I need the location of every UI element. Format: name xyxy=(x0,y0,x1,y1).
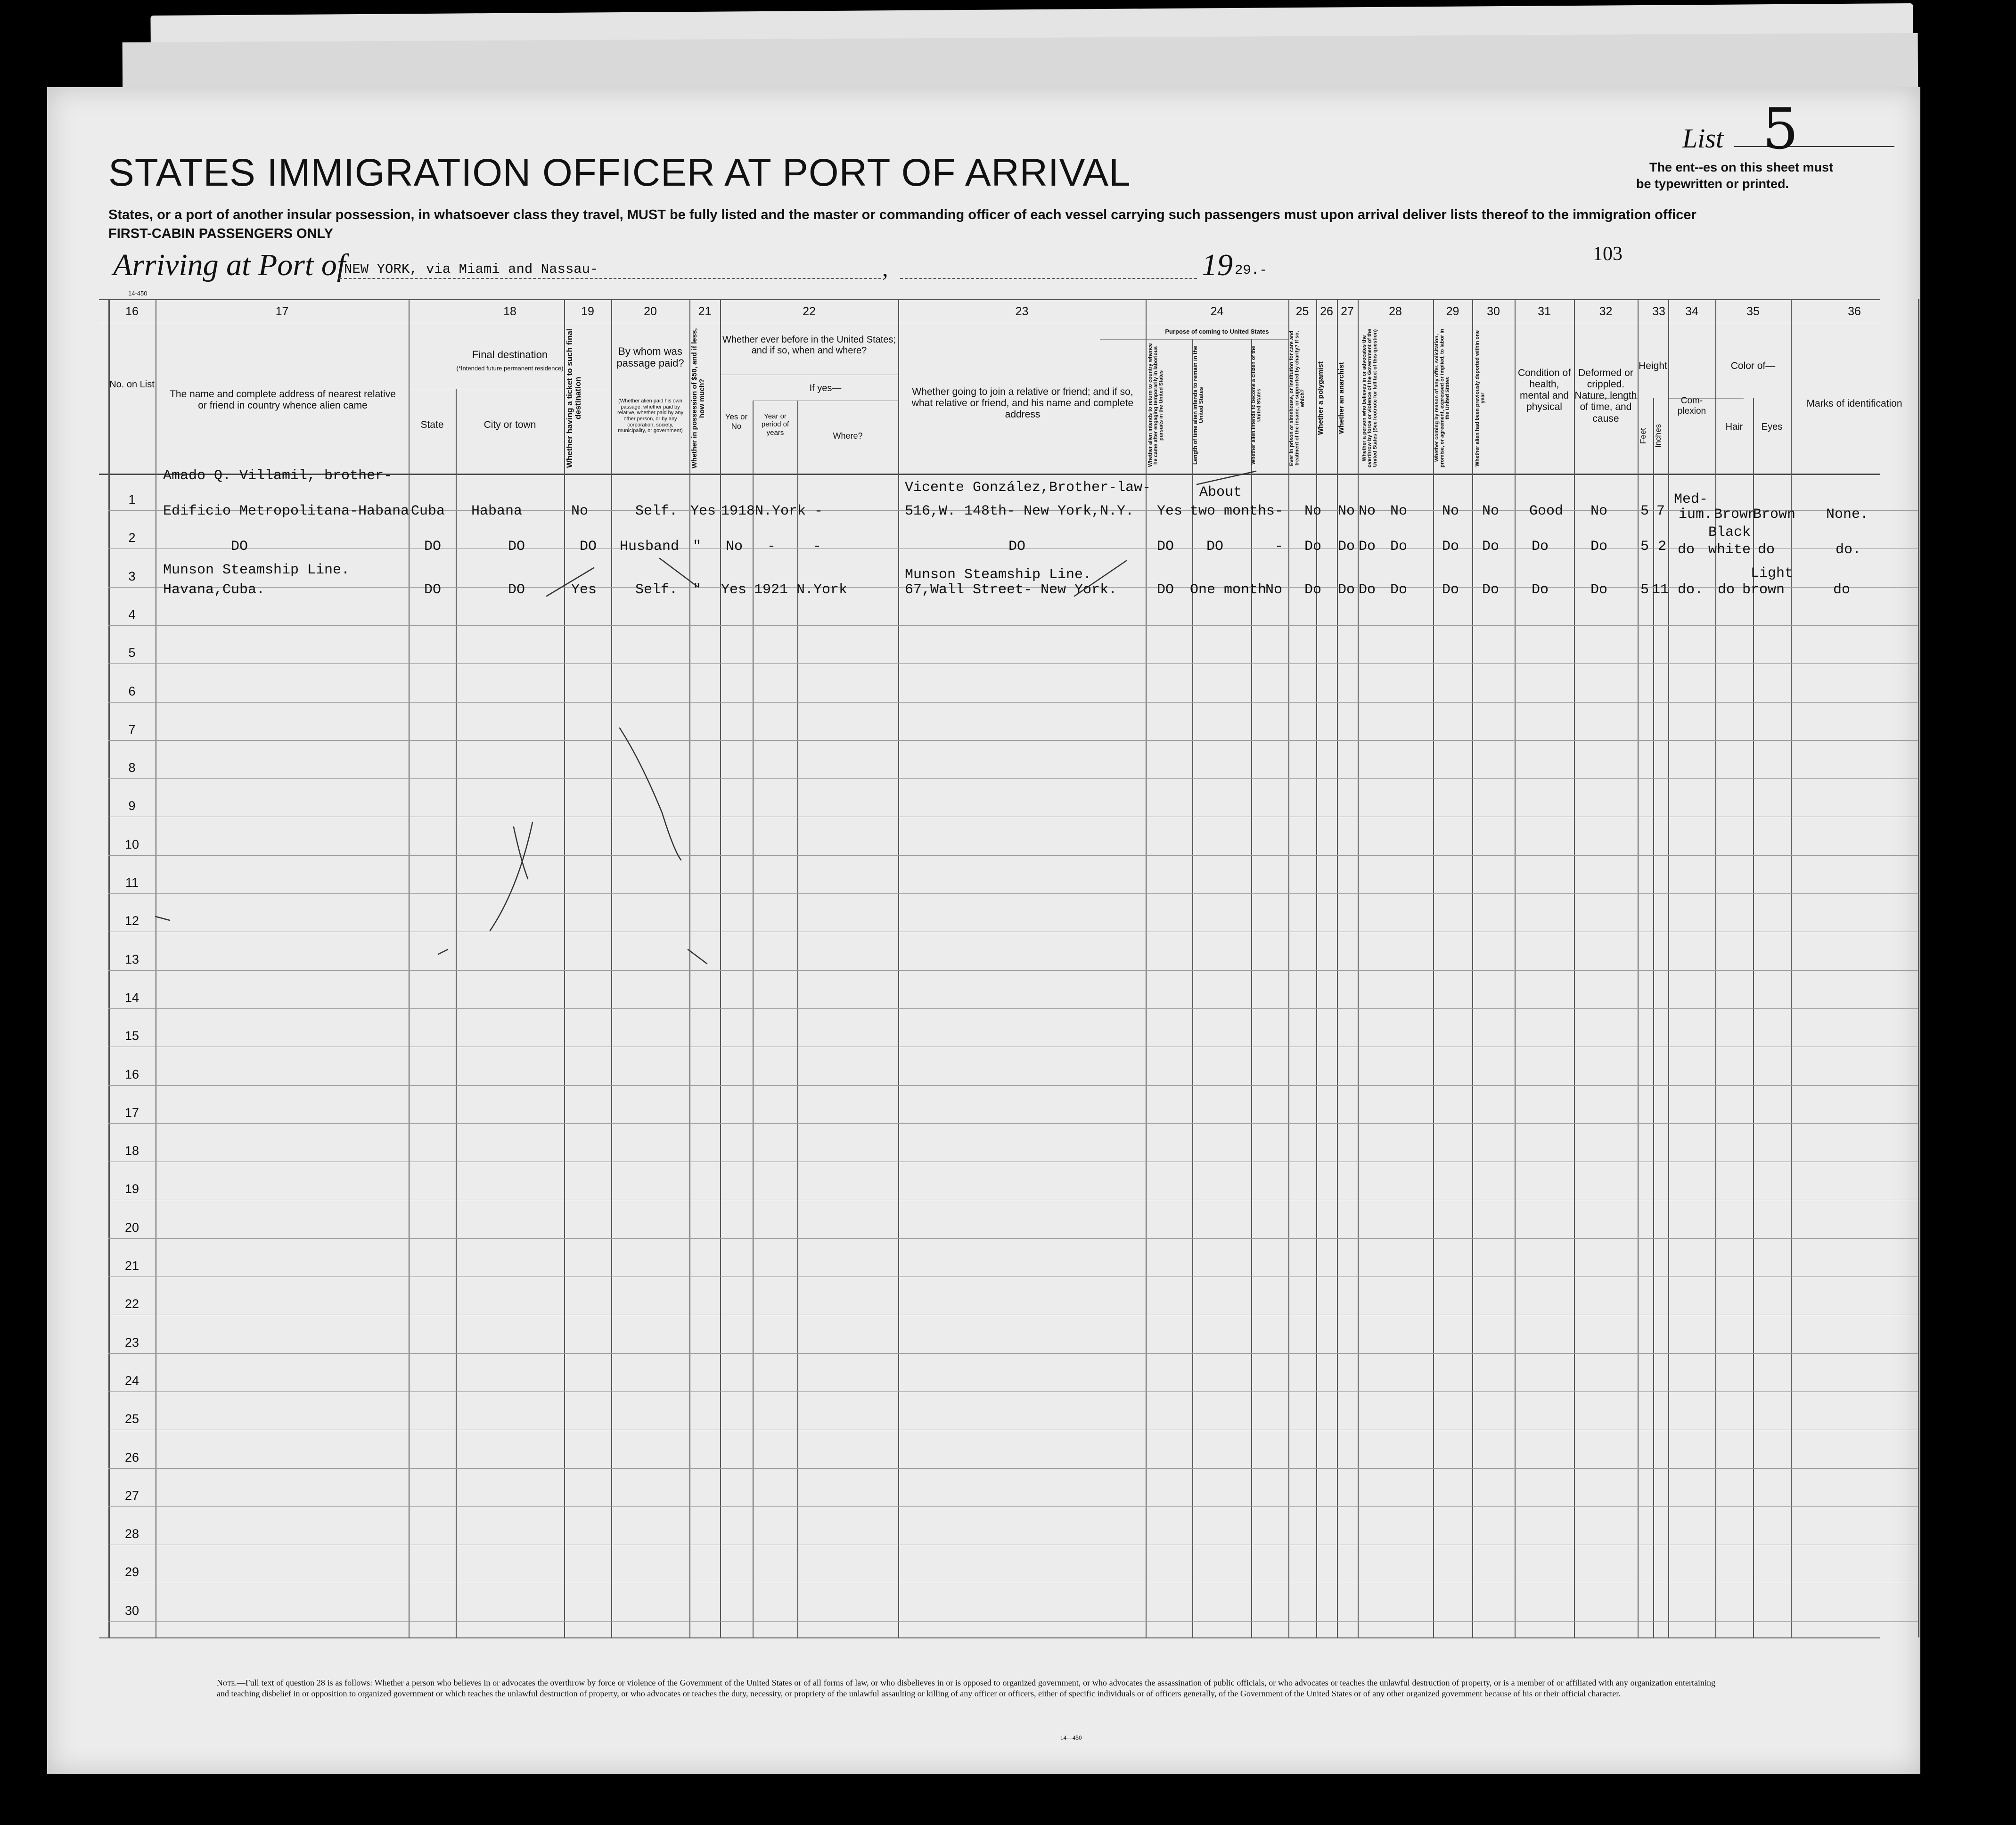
column-number: 24 xyxy=(1210,305,1224,318)
footnote-code: 14—450 xyxy=(1060,1734,1082,1741)
header-deformed: Deformed or crippled. Nature, length of time, and cause xyxy=(1574,368,1637,424)
column-divider xyxy=(1638,299,1639,1637)
header-nearest-relative: The name and complete address of nearest relative or friend in country whence alien came xyxy=(170,389,396,411)
row-number: 7 xyxy=(128,722,136,737)
cell-complexion: do. xyxy=(1678,582,1704,598)
manifest-sheet xyxy=(47,87,1920,1774)
table-top-border xyxy=(99,299,1880,300)
row-line xyxy=(108,1468,1918,1469)
header-year: Year or period of years xyxy=(761,412,789,437)
header-overthrow: Whether a person who believes in or advocates the overthrow by force or violence of the Government of the United States (See footnote for full text of this question) xyxy=(1361,329,1378,467)
row-number: 6 xyxy=(128,684,136,698)
row-number: 1 xyxy=(128,492,136,507)
cell-join: Munson Steamship Line. xyxy=(905,567,1092,583)
column-divider xyxy=(1358,299,1359,1637)
cell-anarchist: No xyxy=(1359,503,1376,519)
column-number: 26 xyxy=(1320,305,1333,318)
column-divider xyxy=(1668,299,1669,1637)
cell-overthrow: Do xyxy=(1390,539,1408,555)
cell-offer: No xyxy=(1442,503,1459,519)
row-number: 14 xyxy=(124,990,139,1005)
row-number: 21 xyxy=(124,1259,139,1273)
cell-polygamist: Do xyxy=(1338,582,1355,598)
cell-where: - xyxy=(813,539,822,555)
header-possession-50: Whether in possession of $50, and if less, how much? xyxy=(690,328,706,468)
column-divider xyxy=(753,401,754,1637)
column-number: 16 xyxy=(125,305,139,318)
cell-health: Good xyxy=(1529,503,1564,519)
subheader-line xyxy=(1100,339,1288,340)
header-polygamist: Whether a polygamist xyxy=(1317,361,1325,435)
footnote-text: —Full text of question 28 is as follows: Whether a person who believes in or advocates the overthrow by force or violence of the Government of the United States or of all forms of law, or who disbelieves in or is opposed to organized government, or who advocates the assassination of public officials, or who advocates or teaches the unlawful destruction of property, or is a member of or affiliated with any organization entertaining and teaching disbelief in or opposition to organized government or which teaches the unlawful destruction of property, or who advocates or teaches the duty, necessity, or propriety of the unlawful assaulting or killing of any officer or officers, either of specific individuals or of officers generally, of the Government of the United States or of any other organized government because of his or their official character. xyxy=(217,1678,1715,1698)
cell-anarchist: Do xyxy=(1359,539,1376,555)
cell-deformed: Do xyxy=(1590,539,1608,555)
cell-join: Vicente González,Brother-law- xyxy=(905,480,1151,496)
column-number: 32 xyxy=(1599,305,1613,318)
header-offer: Whether coming by reason of any offer, solicitation, promise, or agreement, expressed or implied, to labor in the United States xyxy=(1434,328,1451,468)
column-divider xyxy=(1574,299,1575,1637)
cell-overthrow: Do xyxy=(1390,582,1408,598)
row-line xyxy=(108,1123,1918,1124)
column-number: 31 xyxy=(1538,305,1551,318)
column-divider xyxy=(1251,339,1252,1637)
cell-marks: do xyxy=(1833,582,1851,598)
cell-ticket: No xyxy=(571,503,589,519)
header-inches: Inches xyxy=(1654,424,1663,448)
row-number: 11 xyxy=(125,876,139,890)
column-divider xyxy=(1918,299,1919,1637)
row-line xyxy=(108,778,1918,779)
header-anarchist: Whether an anarchist xyxy=(1337,362,1345,434)
cell-eyes: Light xyxy=(1751,565,1794,581)
cell-ticket: DO xyxy=(580,539,597,555)
cell-relative: Munson Steamship Line. xyxy=(163,562,350,578)
cell-citizen: No xyxy=(1265,582,1283,598)
cell-year: - xyxy=(767,539,776,555)
row-number: 23 xyxy=(124,1335,139,1350)
cell-before: 1918N.York - xyxy=(721,503,823,519)
header-length: Length of time alien intends to remain in the United States xyxy=(1192,345,1205,465)
cell-citizen: - xyxy=(1275,503,1284,519)
row-number: 10 xyxy=(124,837,139,851)
cell-hair: Brown xyxy=(1714,507,1757,523)
cell-prison: Do xyxy=(1304,582,1322,598)
column-divider xyxy=(1715,299,1716,1637)
cell-paid: Husband xyxy=(620,539,680,555)
row-line xyxy=(108,893,1918,894)
header-no-on-list: No. on List xyxy=(109,379,155,390)
cell-before: No xyxy=(726,539,743,555)
column-divider xyxy=(611,299,612,1637)
column-number: 18 xyxy=(503,305,516,318)
cell-relative: Havana,Cuba. xyxy=(163,582,265,598)
cell-prison: No xyxy=(1304,503,1322,519)
header-final-destination-sub: (*Intended future permanent residence) xyxy=(456,365,564,372)
cell-deported: No xyxy=(1482,503,1500,519)
column-divider xyxy=(1791,299,1792,1637)
cell-ticket: Yes xyxy=(571,582,597,598)
column-divider xyxy=(456,389,457,1637)
cell-eyes: brown xyxy=(1742,582,1785,598)
cell-polygamist: No xyxy=(1338,503,1355,519)
row-number: 22 xyxy=(124,1297,139,1311)
row-number: 17 xyxy=(124,1105,139,1120)
cell-before: Yes xyxy=(721,582,747,598)
row-line xyxy=(108,970,1918,971)
row-line xyxy=(108,702,1918,703)
cell-length: DO xyxy=(1206,539,1224,555)
column-divider xyxy=(1472,299,1473,1637)
header-where: Where? xyxy=(833,431,863,441)
column-number: 21 xyxy=(698,305,712,318)
cell-length: two months xyxy=(1190,503,1275,519)
cell-year: 1921 xyxy=(754,582,788,598)
cell-deformed: No xyxy=(1590,503,1608,519)
column-number: 27 xyxy=(1341,305,1354,318)
row-number: 29 xyxy=(124,1565,139,1579)
column-divider xyxy=(720,299,721,1637)
column-divider xyxy=(108,299,110,1637)
header-city: City or town xyxy=(484,419,536,430)
cell-inches: 7 xyxy=(1656,503,1665,519)
header-final-destination: Final destination xyxy=(472,349,548,360)
page-title: STATES IMMIGRATION OFFICER AT PORT OF ARRIVAL xyxy=(108,151,1131,194)
sheet-number: 103 xyxy=(1593,243,1623,265)
column-number: 22 xyxy=(803,305,816,318)
port-value: NEW YORK, via Miami and Nassau- xyxy=(344,262,598,277)
header-citizen: Whether alien intends to become a citizen of the United States xyxy=(1251,346,1262,465)
cell-eyes: Brown xyxy=(1753,507,1796,523)
cell-length: About xyxy=(1199,484,1242,500)
cell-eyes: do xyxy=(1758,542,1775,558)
header-by-whom-paid-sub: (Whether alien paid his own passage, whether paid by relative, whether paid by any other person, or by any corporation, society, municipality, or government) xyxy=(617,398,684,434)
header-state: State xyxy=(420,419,444,430)
row-number: 19 xyxy=(124,1182,139,1196)
cell-complexion: Med- xyxy=(1674,491,1708,507)
cell-length: One month xyxy=(1190,582,1267,598)
column-divider xyxy=(1433,299,1434,1637)
row-number: 26 xyxy=(124,1450,139,1465)
column-divider xyxy=(409,299,410,1637)
cell-feet: 5 xyxy=(1640,539,1649,555)
header-complexion: Com- plexion xyxy=(1677,396,1706,416)
arriving-label: Arriving at Port of xyxy=(113,248,346,282)
column-number: 19 xyxy=(581,305,594,318)
list-number: 5 xyxy=(1762,97,1799,162)
cell-feet: 5 xyxy=(1640,582,1649,598)
header-hair: Hair xyxy=(1725,422,1743,432)
row-line xyxy=(108,1621,1918,1622)
column-divider xyxy=(1316,299,1317,1637)
header-ticket: Whether having a ticket to such final destination xyxy=(565,328,582,468)
header-yes-no: Yes or No xyxy=(725,412,748,431)
row-line xyxy=(108,1391,1918,1392)
cell-state: Cuba xyxy=(411,503,445,519)
cell-return: Yes xyxy=(1157,503,1183,519)
row-line xyxy=(108,1353,1918,1354)
cell-deported: Do xyxy=(1482,539,1500,555)
header-by-whom-paid: By whom was passage paid? xyxy=(616,345,684,369)
column-number: 35 xyxy=(1746,305,1760,318)
column-number: 36 xyxy=(1848,305,1861,318)
header-prison: Ever in prison or almshouse, or institution for care and treatment of the insane, or supported by charity? If so, which? xyxy=(1289,330,1306,466)
cell-join: 67,Wall Street- New York. xyxy=(905,582,1117,598)
cell-deformed: Do xyxy=(1590,582,1608,598)
column-number: 20 xyxy=(644,305,657,318)
intro-text: States, or a port of another insular possession, in whatsoever class they travel, MUST be fully listed and the master or commanding officer of each vessel carrying such passengers must upon arrival deliver lists thereof to the immigration officer xyxy=(108,207,1696,222)
class-label: FIRST-CABIN PASSENGERS ONLY xyxy=(108,226,333,241)
row-number: 2 xyxy=(128,531,136,545)
column-divider xyxy=(1515,299,1516,1637)
row-line xyxy=(108,1238,1918,1239)
cell-where: N.York xyxy=(796,582,848,598)
cell-join: DO xyxy=(1008,539,1026,555)
cell-marks: do. xyxy=(1836,542,1861,558)
cell-paid: Self. xyxy=(635,503,678,519)
cell-inches: 11 xyxy=(1652,582,1669,598)
column-divider xyxy=(1288,299,1289,1637)
column-divider xyxy=(1337,299,1338,1637)
column-number: 28 xyxy=(1389,305,1402,318)
column-number: 25 xyxy=(1295,305,1309,318)
list-label: List xyxy=(1682,123,1724,154)
column-divider xyxy=(1146,299,1147,1637)
header-color-of: Color of— xyxy=(1730,360,1776,371)
cell-complexion: ium. xyxy=(1679,507,1713,523)
footnote-label: Note. xyxy=(217,1678,237,1687)
row-number: 27 xyxy=(124,1488,139,1503)
row-line xyxy=(108,1085,1918,1086)
header-purpose: Purpose of coming to United States xyxy=(1165,328,1269,335)
cell-return: DO xyxy=(1157,539,1174,555)
cell-paid: Self. xyxy=(635,582,678,598)
column-number: 29 xyxy=(1446,305,1459,318)
cell-inches: 2 xyxy=(1658,539,1667,555)
entries-note: The ent--es on this sheet must xyxy=(1649,160,1834,174)
header-if-yes: If yes— xyxy=(809,383,842,393)
cell-anarchist: Do xyxy=(1359,582,1376,598)
column-number: 33 xyxy=(1652,305,1665,318)
header-ever-before: Whether ever before in the United States; and if so, when and where? xyxy=(722,335,896,356)
row-number: 9 xyxy=(128,799,136,813)
row-number: 13 xyxy=(124,952,139,966)
row-line xyxy=(108,1008,1918,1009)
row-line xyxy=(108,740,1918,741)
cell-polygamist: Do xyxy=(1338,539,1355,555)
footnote xyxy=(217,1678,1715,1699)
cell-citizen: - xyxy=(1275,539,1284,555)
year-value: 29.- xyxy=(1235,262,1268,278)
row-line xyxy=(108,663,1918,664)
cell-offer: Do xyxy=(1442,539,1459,555)
cell-deported: Do xyxy=(1482,582,1500,598)
header-join-relative: Whether going to join a relative or friend; and if so, what relative or friend, and his name and complete address xyxy=(911,386,1134,420)
cell-overthrow: No xyxy=(1390,503,1408,519)
column-number: 23 xyxy=(1015,305,1029,318)
row-number: 20 xyxy=(124,1220,139,1235)
row-number: 5 xyxy=(128,646,136,660)
row-number: 28 xyxy=(124,1527,139,1541)
row-line xyxy=(108,625,1918,626)
header-feet: Feet xyxy=(1639,427,1647,444)
cell-health: Do xyxy=(1532,539,1549,555)
row-number: 30 xyxy=(124,1603,139,1618)
comma: , xyxy=(882,255,888,281)
row-number: 25 xyxy=(124,1412,139,1426)
cell-hair: white xyxy=(1708,542,1751,558)
cell-state: DO xyxy=(424,539,442,555)
cell-feet: 5 xyxy=(1640,503,1649,519)
header-height: Height xyxy=(1639,360,1667,371)
column-divider xyxy=(689,299,690,1637)
cell-marks: None. xyxy=(1826,507,1869,523)
column-divider xyxy=(1192,339,1193,1637)
cell-join: 516,W. 148th- New York,N.Y. xyxy=(905,503,1134,519)
header-return: Whether alien intends to return to country whence he came after engaging temporarily in laborious pursuits in the United States xyxy=(1147,343,1164,467)
row-number: 24 xyxy=(124,1373,139,1388)
cell-return: DO xyxy=(1157,582,1174,598)
header-deported: Whether alien had been previously deported within one year xyxy=(1475,330,1486,466)
cell-health: Do xyxy=(1532,582,1549,598)
row-number: 12 xyxy=(124,914,139,928)
year-prefix: 19 xyxy=(1202,248,1233,282)
cell-complexion: do xyxy=(1678,542,1695,558)
cell-money: " xyxy=(693,539,702,555)
cell-city: DO xyxy=(508,582,525,598)
table-bottom-border xyxy=(99,1637,1880,1638)
column-number: 17 xyxy=(275,305,289,318)
cell-hair: do xyxy=(1718,582,1735,598)
manifest-table xyxy=(47,87,1920,1774)
cell-money: " xyxy=(693,582,702,598)
cell-city: DO xyxy=(508,539,525,555)
entries-note: be typewritten or printed. xyxy=(1636,177,1789,191)
row-number: 3 xyxy=(128,569,136,583)
cell-hair: Black xyxy=(1708,524,1751,540)
cell-offer: Do xyxy=(1442,582,1459,598)
row-line xyxy=(108,1506,1918,1507)
form-code: 14-450 xyxy=(128,290,148,297)
cell-relative: DO xyxy=(231,539,248,555)
column-divider xyxy=(564,299,565,1637)
row-number: 8 xyxy=(128,761,136,775)
column-number: 30 xyxy=(1487,305,1500,318)
cell-money: Yes xyxy=(690,503,716,519)
header-health: Condition of health, mental and physical xyxy=(1517,368,1571,413)
row-line xyxy=(108,855,1918,856)
row-number: 4 xyxy=(128,607,136,622)
column-divider xyxy=(898,299,899,1637)
cell-relative: Amado Q. Villamil, brother- xyxy=(163,468,393,484)
row-number: 18 xyxy=(124,1144,139,1158)
column-number: 34 xyxy=(1685,305,1698,318)
header-marks: Marks of identification xyxy=(1806,398,1902,409)
cell-city: Habana xyxy=(471,503,523,519)
row-number: 15 xyxy=(124,1029,139,1043)
row-number: 16 xyxy=(124,1067,139,1081)
cell-relative: Edificio Metropolitana-Habana xyxy=(163,503,410,519)
cell-state: DO xyxy=(424,582,442,598)
header-eyes: Eyes xyxy=(1761,422,1783,432)
cell-prison: Do xyxy=(1304,539,1322,555)
